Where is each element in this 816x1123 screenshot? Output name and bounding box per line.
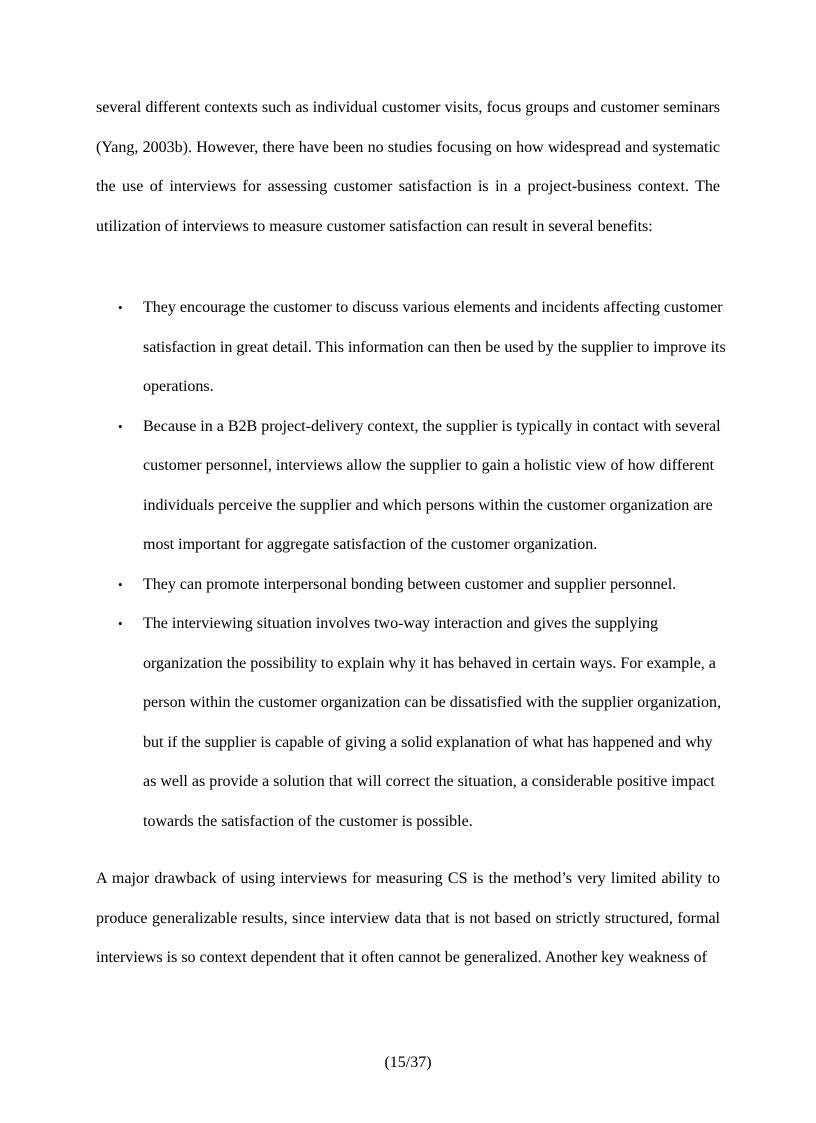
benefits-list <box>118 288 728 841</box>
bullet-icon: • <box>118 300 123 315</box>
list-item <box>118 604 728 841</box>
list-item <box>118 288 728 407</box>
paragraph-bottom: A major drawback of using interviews for measuring CS is the method’s very limited ability to produce generalizable results, since interview data that is not based on strictly structured, formal interviews is so context dependent that it often cannot be generalized. Another key weakness of <box>96 870 720 966</box>
paragraph-top: several different contexts such as individual customer visits, focus groups and customer seminars (Yang, 2003b). However, there have been no studies focusing on how widespread and systematic the use of interviews for assessing customer satisfaction is in a project-business context. The utilization of interviews to measure customer satisfaction can result in several benefits: <box>96 99 720 235</box>
list-item-text: Because in a B2B project-delivery context, the supplier is typically in contact with several customer personnel, interviews allow the supplier to gain a holistic view of how different individuals perceive the supplier and which persons within the customer organization are most important for aggregate satisfaction of the customer organization. <box>143 417 721 553</box>
list-item-text: They can promote interpersonal bonding between customer and supplier personnel. <box>143 575 677 593</box>
bullet-icon: • <box>118 418 123 434</box>
list-item <box>118 565 728 605</box>
bullet-icon: • <box>118 616 123 631</box>
page-number: (15/37) <box>384 1054 432 1071</box>
bullet-icon: • <box>118 576 123 592</box>
list-item-text: The interviewing situation involves two-way interaction and gives the supplying organization the possibility to explain why it has behaved in certain ways. For example, a person within the customer organization can be dissatisfied with the supplier organization, but if the supplier is capable of giving a solid explanation of what has happened and why as well as provide a solution that will correct the situation, a considerable positive impact towards the satisfaction of the customer is possible. <box>143 615 721 830</box>
list-item <box>118 407 728 565</box>
list-item-text: They encourage the customer to discuss various elements and incidents affecting customer satisfaction in great detail. This information can then be used by the supplier to improve its operations. <box>143 299 726 395</box>
